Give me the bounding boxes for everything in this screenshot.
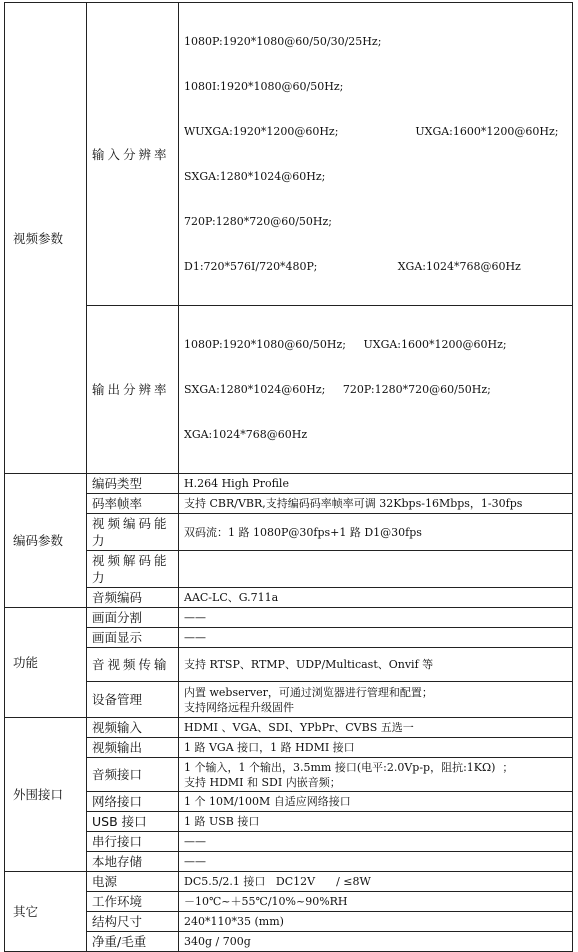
value-line: SXGA:1280*1024@60Hz; xyxy=(184,170,326,183)
row-value: 1 路 VGA 接口，1 路 HDMI 接口 xyxy=(179,738,573,758)
table-row xyxy=(5,852,573,872)
input-resolution-values xyxy=(179,3,573,306)
row-value: 内置 webserver，可通过浏览器进行管理和配置； 支持网络远程升级固件 xyxy=(179,682,573,718)
row-label: 画面分割 xyxy=(87,608,179,628)
row-label: 视频输入 xyxy=(87,718,179,738)
table-row xyxy=(5,892,573,912)
row-label-input-resolution: 输入分辨率 xyxy=(87,3,179,306)
row-label: 音频编码 xyxy=(87,588,179,608)
table-row xyxy=(5,628,573,648)
row-value: H.264 High Profile xyxy=(179,474,573,494)
value-line: 1080P:1920*1080@60/50Hz; UXGA:1600*1200@60Hz; xyxy=(184,338,507,351)
table-row xyxy=(5,912,573,932)
table-row xyxy=(5,792,573,812)
row-label: 音频接口 xyxy=(87,758,179,792)
row-value: 支持 RTSP、RTMP、UDP/Multicast、Onvif 等 xyxy=(179,648,573,682)
row-value: 1 路 USB 接口 xyxy=(179,812,573,832)
table-row xyxy=(5,551,573,588)
row-label: 净重/毛重 xyxy=(87,932,179,952)
table-row xyxy=(5,718,573,738)
table-row xyxy=(5,514,573,551)
category-interface: 外围接口 xyxy=(5,718,87,872)
row-label: 码率帧率 xyxy=(87,494,179,514)
table-row xyxy=(5,588,573,608)
table-row xyxy=(5,932,573,952)
row-value: －10℃~＋55℃/10%~90%RH xyxy=(179,892,573,912)
value-line: 720P:1280*720@60/50Hz; xyxy=(184,215,332,228)
category-other: 其它 xyxy=(5,872,87,952)
row-label: 结构尺寸 xyxy=(87,912,179,932)
row-label: 本地存储 xyxy=(87,852,179,872)
spec-table xyxy=(4,2,573,952)
row-value: AAC-LC、G.711a xyxy=(179,588,573,608)
row-label: 编码类型 xyxy=(87,474,179,494)
row-label: 串行接口 xyxy=(87,832,179,852)
value-line: D1:720*576I/720*480P; XGA:1024*768@60Hz xyxy=(184,260,521,273)
row-value: —— xyxy=(179,832,573,852)
row-value: 支持 CBR/VBR,支持编码码率帧率可调 32Kbps-16Mbps，1-30fps xyxy=(179,494,573,514)
value-line: 1080P:1920*1080@60/50/30/25Hz; xyxy=(184,35,382,48)
row-label: 画面显示 xyxy=(87,628,179,648)
table-row xyxy=(5,3,573,306)
value-line: WUXGA:1920*1200@60Hz; UXGA:1600*1200@60Hz; xyxy=(184,125,559,138)
table-row xyxy=(5,494,573,514)
row-label: 音视频传输 xyxy=(87,648,179,682)
table-row xyxy=(5,474,573,494)
row-label: 设备管理 xyxy=(87,682,179,718)
table-row xyxy=(5,812,573,832)
row-value: 340g / 700g xyxy=(179,932,573,952)
row-value: —— xyxy=(179,628,573,648)
table-row xyxy=(5,648,573,682)
table-row xyxy=(5,832,573,852)
category-encoding: 编码参数 xyxy=(5,474,87,608)
row-label: 电源 xyxy=(87,872,179,892)
row-label-output-resolution: 输出分辨率 xyxy=(87,306,179,474)
row-value: 1 个输入，1 个输出，3.5mm 接口(电平:2.0Vp-p，阻抗:1KΩ) ； 支持 HDMI 和 SDI 内嵌音频； xyxy=(179,758,573,792)
output-resolution-values xyxy=(179,306,573,474)
row-value xyxy=(179,551,573,588)
value-line: 1080I:1920*1080@60/50Hz; xyxy=(184,80,344,93)
row-label: 网络接口 xyxy=(87,792,179,812)
row-label: 视频编码能力 xyxy=(87,514,179,551)
row-value: —— xyxy=(179,852,573,872)
row-value: HDMI 、VGA、SDI、YPbPr、CVBS 五选一 xyxy=(179,718,573,738)
row-label: 工作环境 xyxy=(87,892,179,912)
table-row xyxy=(5,872,573,892)
category-video: 视频参数 xyxy=(5,3,87,474)
row-value: 1 个 10M/100M 自适应网络接口 xyxy=(179,792,573,812)
row-value: 双码流：1 路 1080P@30fps+1 路 D1@30fps xyxy=(179,514,573,551)
row-label: 视频输出 xyxy=(87,738,179,758)
table-row xyxy=(5,306,573,474)
value-line: XGA:1024*768@60Hz xyxy=(184,428,308,441)
row-value: —— xyxy=(179,608,573,628)
row-label: USB 接口 xyxy=(87,812,179,832)
table-row xyxy=(5,682,573,718)
table-row xyxy=(5,608,573,628)
row-value: DC5.5/2.1 接口 DC12V / ≤8W xyxy=(179,872,573,892)
row-label: 视频解码能力 xyxy=(87,551,179,588)
value-line: SXGA:1280*1024@60Hz; 720P:1280*720@60/50Hz; xyxy=(184,383,491,396)
row-value: 240*110*35 (mm) xyxy=(179,912,573,932)
category-function: 功能 xyxy=(5,608,87,718)
table-row xyxy=(5,738,573,758)
table-row xyxy=(5,758,573,792)
